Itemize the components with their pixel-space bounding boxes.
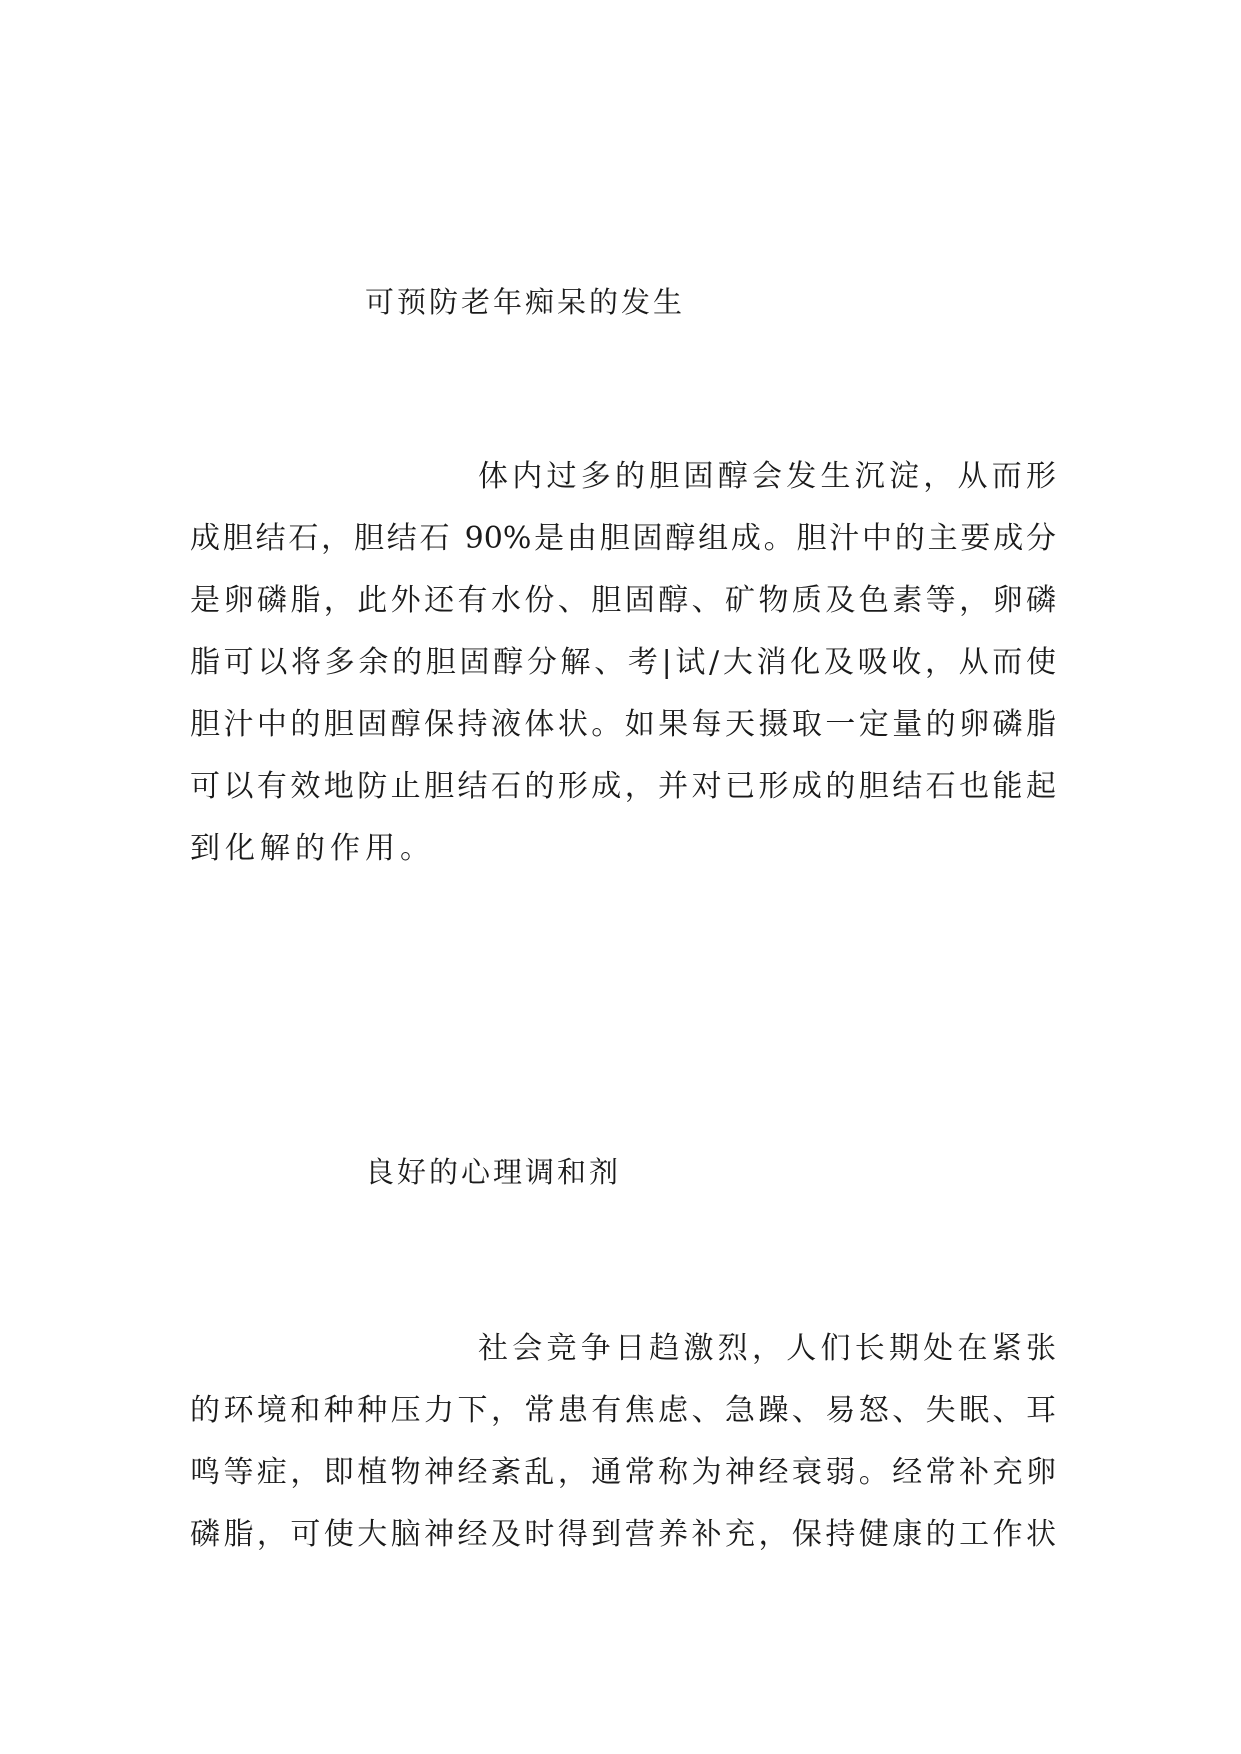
paragraph-line: 脂可以将多余的胆固醇分解、考|试/大消化及吸收，从而使 xyxy=(190,645,1056,680)
paragraph-line: 是卵磷脂，此外还有水份、胆固醇、矿物质及色素等，卵磷 xyxy=(190,583,1056,618)
paragraph-line: 磷脂，可使大脑神经及时得到营养补充，保持健康的工作状 xyxy=(190,1517,1056,1552)
section-paragraph-1 xyxy=(190,446,1056,880)
paragraph-line: 胆汁中的胆固醇保持液体状。如果每天摄取一定量的卵磷脂 xyxy=(190,707,1056,742)
paragraph-line: 到化解的作用。 xyxy=(190,831,435,866)
paragraph-line: 鸣等症，即植物神经紊乱，通常称为神经衰弱。经常补充卵 xyxy=(190,1455,1056,1490)
paragraph-line: 社会竞争日趋激烈，人们长期处在紧张 xyxy=(478,1331,1056,1366)
paragraph-line: 可以有效地防止胆结石的形成，并对已形成的胆结石也能起 xyxy=(190,769,1056,804)
paragraph-line: 体内过多的胆固醇会发生沉淀，从而形 xyxy=(478,459,1056,494)
section-paragraph-2 xyxy=(190,1318,1056,1566)
paragraph-line: 成胆结石，胆结石 90%是由胆固醇组成。胆汁中的主要成分 xyxy=(190,521,1056,556)
paragraph-line: 的环境和种种压力下，常患有焦虑、急躁、易怒、失眠、耳 xyxy=(190,1393,1056,1428)
section-heading-1: 可预防老年痴呆的发生 xyxy=(365,285,686,319)
section-heading-2: 良好的心理调和剂 xyxy=(365,1155,622,1189)
